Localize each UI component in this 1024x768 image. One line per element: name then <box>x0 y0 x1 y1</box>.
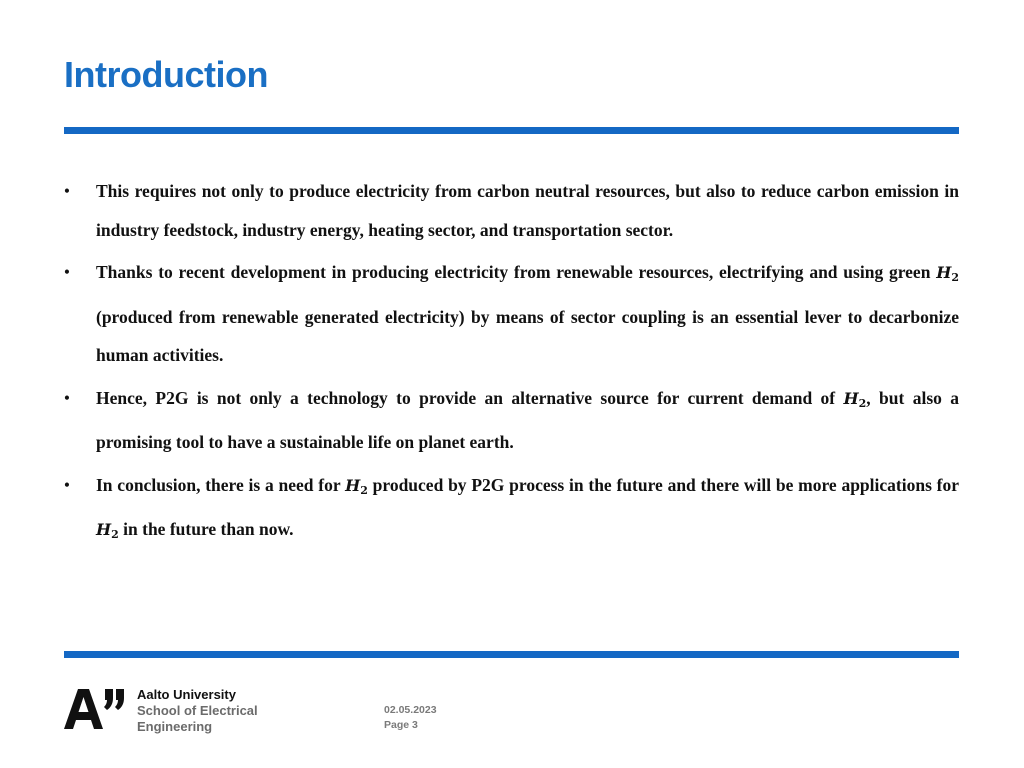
bullet-dot: • <box>63 262 71 282</box>
title-divider <box>64 127 959 134</box>
slide-meta <box>384 703 437 733</box>
h2-formula: $H_2$ <box>843 388 867 410</box>
bullet-text: produced by P2G process in the future and there will be more applications for <box>367 474 959 495</box>
bullet-text: , but also a promising tool to have a sustainable life on planet earth. <box>96 387 959 452</box>
slide-date: 02.05.2023 <box>384 704 437 716</box>
bullet-item <box>60 379 959 462</box>
bullet-item <box>60 253 959 375</box>
h2-formula: $H_2$ <box>936 263 959 284</box>
school-name-line2: Engineering <box>137 719 213 734</box>
bullet-dot: • <box>63 474 71 495</box>
aalto-logo-icon <box>64 688 126 730</box>
school-name-line1: School of Electrical <box>137 703 258 718</box>
bullet-text: in the future than now. <box>118 519 294 539</box>
h2-formula: $H_2$ <box>345 475 368 497</box>
slide-title: Introduction <box>64 54 268 95</box>
bullet-text: (produced from renewable generated electricity) by means of sector coupling is an essential lever to decarbonize human activities. <box>96 306 959 365</box>
bullet-dot: • <box>63 387 71 408</box>
bullet-item <box>60 466 959 555</box>
bullet-list <box>60 172 959 559</box>
bullet-item <box>60 172 959 249</box>
footer-divider <box>64 651 959 658</box>
organization-name <box>137 687 258 735</box>
university-name: Aalto University <box>137 687 236 702</box>
bullet-text: In conclusion, there is a need for <box>96 474 346 495</box>
bullet-dot: • <box>63 181 71 201</box>
bullet-text: Thanks to recent development in producing electricity from renewable resources, electrifying and using green <box>96 262 937 282</box>
bullet-text: This requires not only to produce electricity from carbon neutral resources, but also to reduce carbon emission in industry feedstock, industry energy, heating sector, and transportation sector. <box>96 181 959 240</box>
h2-formula: $H_2$ <box>96 520 119 541</box>
bullet-text: Hence, P2G is not only a technology to provide an alternative source for current demand of <box>96 387 844 408</box>
page-number: Page 3 <box>384 719 418 731</box>
